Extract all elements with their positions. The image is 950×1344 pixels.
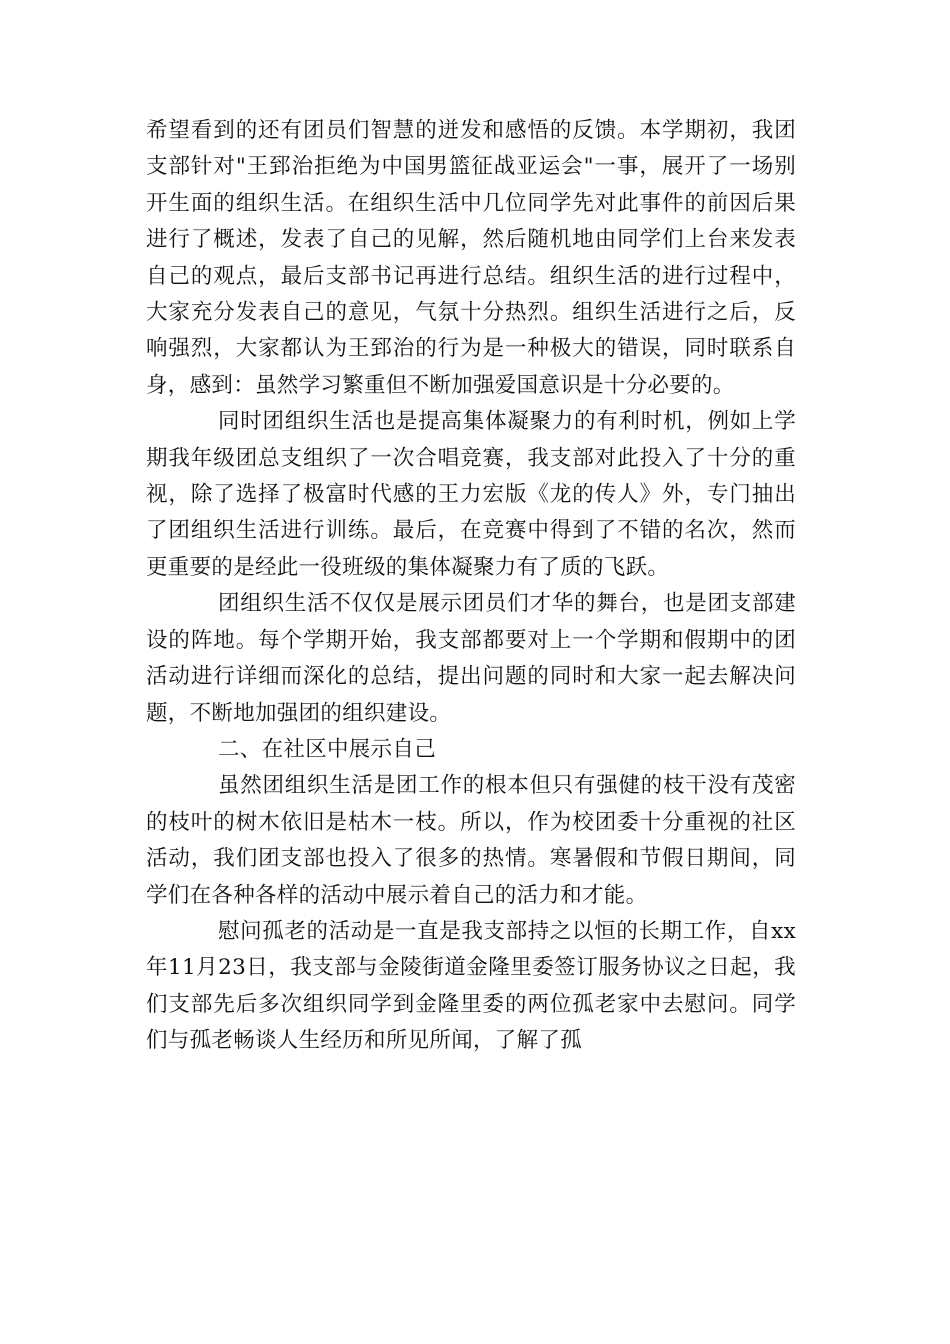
paragraph-5: 慰问孤老的活动是一直是我支部持之以恒的长期工作，自xx年11月23日，我支部与金陵街道金隆里委签订服务协议之日起，我们支部先后多次组织同学到金隆里委的两位孤老家中去慰问。同学们与孤老畅谈人生经历和所见所闻，了解了孤 [146, 918, 796, 1054]
paragraph-2: 同时团组织生活也是提高集体凝聚力的有利时机，例如上学期我年级团总支组织了一次合唱竞赛，我支部对此投入了十分的重视，除了选择了极富时代感的王力宏版《龙的传人》外，专门抽出了团组织生活进行训练。最后，在竞赛中得到了不错的名次，然而更重要的是经此一役班级的集体凝聚力有了质的飞跃。 [146, 409, 796, 580]
paragraph-4: 虽然团组织生活是团工作的根本但只有强健的枝干没有茂密的枝叶的树木依旧是枯木一枝。所以，作为校团委十分重视的社区活动，我们团支部也投入了很多的热情。寒暑假和节假日期间，同学们在各种各样的活动中展示着自己的活力和才能。 [146, 773, 796, 908]
document-body [146, 113, 796, 1060]
paragraph-1: 希望看到的还有团员们智慧的迸发和感悟的反馈。本学期初，我团支部针对"王郅治拒绝为中国男篮征战亚运会"一事，展开了一场别开生面的组织生活。在组织生活中几位同学先对此事件的前因后果进行了概述，发表了自己的见解，然后随机地由同学们上台来发表自己的观点，最后支部书记再进行总结。组织生活的进行过程中，大家充分发表自己的意见，气氛十分热烈。组织生活进行之后，反响强烈，大家都认为王郅治的行为是一种极大的错误，同时联系自身，感到：虽然学习繁重但不断加强爱国意识是十分必要的。 [146, 118, 796, 398]
paragraph-3: 团组织生活不仅仅是展示团员们才华的舞台，也是团支部建设的阵地。每个学期开始，我支部都要对上一个学期和假期中的团活动进行详细而深化的总结，提出问题的同时和大家一起去解决问题，不断地加强团的组织建设。 [146, 591, 796, 726]
section-heading: 二、在社区中展示自己 [218, 736, 437, 762]
